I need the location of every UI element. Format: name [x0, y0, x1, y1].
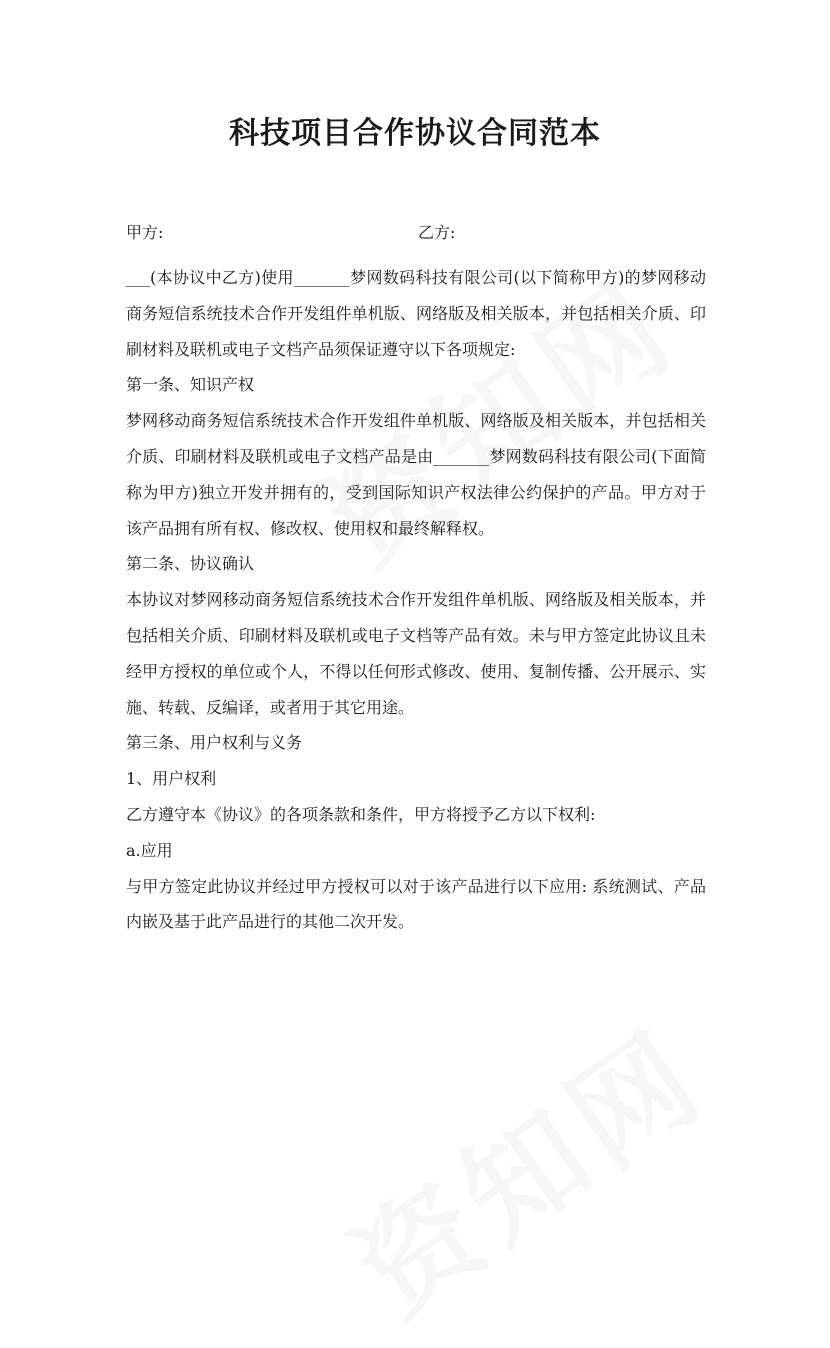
- user-rights-paragraph: 乙方遵守本《协议》的各项条款和条件，甲方将授予乙方以下权利:: [126, 804, 596, 824]
- article-1-paragraph: 梦网移动商务短信系统技术合作开发组件单机版、网络版及相关版本，并包括相关介质、印刷材料及联机或电子文档产品是由_______梦网数码科技有限公司(下面简称为甲方)独立开发并拥有的，受到国际知识产权法律公约保护的产品。甲方对于该产品拥有所有权、修改权、使用权和最终解释权。: [126, 411, 706, 538]
- article-3-heading: 第三条、用户权利与义务: [126, 733, 303, 753]
- article-2-heading: 第二条、协议确认: [126, 554, 255, 574]
- document-title: 科技项目合作协议合同范本: [229, 116, 601, 151]
- document-body: [126, 260, 706, 940]
- intro-paragraph: ___(本协议中乙方)使用_______梦网数码科技有限公司(以下简称甲方)的梦网移动商务短信系统技术合作开发组件单机版、网络版及相关版本，并包括相关介质、印刷材料及联机或电子文档产品须保证遵守以下各项规定:: [126, 268, 706, 359]
- subsection-application-heading: a.应用: [126, 840, 173, 860]
- party-b-label: 乙方:: [418, 223, 456, 242]
- article-2-paragraph: 本协议对梦网移动商务短信系统技术合作开发组件单机版、网络版及相关版本，并包括相关介质、印刷材料及联机或电子文档等产品有效。未与甲方签定此协议且未经甲方授权的单位或个人，不得以任何形式修改、使用、复制传播、公开展示、实施、转载、反编译，或者用于其它用途。: [126, 590, 706, 717]
- parties-line: [126, 218, 706, 248]
- application-paragraph: 与甲方签定此协议并经过甲方授权可以对于该产品进行以下应用: 系统测试、产品内嵌及基于此产品进行的其他二次开发。: [126, 876, 706, 932]
- section-user-rights-heading: 1、用户权利: [126, 769, 217, 789]
- party-a-label: 甲方:: [126, 223, 164, 242]
- watermark-bottom: [316, 984, 734, 1348]
- article-1-heading: 第一条、知识产权: [126, 375, 255, 395]
